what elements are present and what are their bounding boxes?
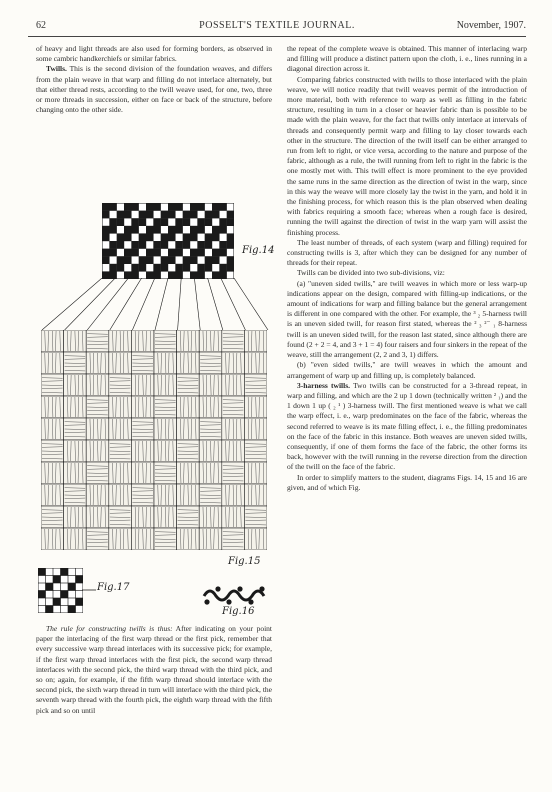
- fig14-cell: [205, 264, 213, 272]
- fig15-cell: [41, 484, 64, 506]
- fig15-cell: [41, 506, 64, 528]
- fig14-cell: [205, 256, 213, 264]
- fig14-weave-grid: [102, 203, 234, 279]
- paragraph: (b) "even sided twills," are twill weaves in which the amount and arrangement of warp up and filling up, is completely balanced.: [287, 360, 527, 380]
- fig14-cell: [197, 226, 205, 234]
- fan-line: [194, 278, 200, 330]
- fig15-cell: [86, 528, 109, 550]
- fig14-cell: [183, 241, 191, 249]
- page-header: [28, 20, 526, 34]
- fig14-cell: [139, 241, 147, 249]
- fig14-cell: [117, 211, 125, 219]
- fig14-cell: [153, 226, 161, 234]
- fig15-cell: [109, 374, 132, 396]
- fig14-cell: [109, 249, 117, 257]
- twills-text: This is the second division of the foundation weaves, and differs from the plain weave in that warp and filling do not interlace alternately, but that either thread rests, according to the twill weave used, for one, two, three or more threads in succession, either on face or back of the structure, before changing onto the other side.: [36, 64, 272, 115]
- fig15-cell: [199, 352, 222, 374]
- fig14-cell: [139, 233, 147, 241]
- fig17-cell: [53, 576, 61, 584]
- fig14-cell: [205, 218, 213, 226]
- fig15-cell: [41, 528, 64, 550]
- fig15-cell: [109, 396, 132, 418]
- fig15-cell: [244, 484, 267, 506]
- fig14-cell: [190, 211, 198, 219]
- fig15-cell: [41, 352, 64, 374]
- fig14-cell: [131, 218, 139, 226]
- fig14-cell: [212, 226, 220, 234]
- fig15-cell: [64, 484, 87, 506]
- fig14-cell: [197, 203, 205, 211]
- fig14-cell: [197, 241, 205, 249]
- fig15-cell: [244, 506, 267, 528]
- fig14-cell: [131, 264, 139, 272]
- fig15-cell: [109, 418, 132, 440]
- fig15-cell: [199, 440, 222, 462]
- figure-15: [41, 330, 267, 550]
- paragraph: Twills can be divided into two sub-divisions, viz:: [297, 268, 445, 278]
- fig14-cell: [102, 249, 110, 257]
- fig14-cell: [161, 218, 169, 226]
- fig14-cell: [190, 203, 198, 211]
- fig15-cell: [41, 462, 64, 484]
- fig14-cell: [183, 218, 191, 226]
- fig17-cell: [38, 568, 46, 576]
- page-number: 62: [36, 20, 46, 31]
- fig14-cell: [161, 256, 169, 264]
- fig14-cell: [183, 256, 191, 264]
- fig16-cross-section: [202, 582, 266, 606]
- paragraph: In order to simplify matters to the student, diagrams Figs. 14, 15 and 16 are given, and of which Fig.: [287, 472, 527, 492]
- fig14-cell: [161, 233, 169, 241]
- fan-line: [178, 278, 182, 330]
- fig15-cell: [244, 352, 267, 374]
- fig14-cell: [227, 233, 234, 241]
- fig15-cell: [131, 374, 154, 396]
- fig15-cell: [222, 418, 245, 440]
- fig15-cell: [199, 528, 222, 550]
- fig15-cell: [222, 440, 245, 462]
- fig17-weave-grid: [38, 568, 83, 613]
- fig14-cell: [102, 203, 110, 211]
- fig14-cell: [153, 249, 161, 257]
- fig14-cell: [168, 211, 176, 219]
- fig14-cell: [124, 226, 132, 234]
- fig15-cell: [244, 396, 267, 418]
- rule-paragraph: [36, 624, 272, 716]
- fig15-cell: [199, 462, 222, 484]
- fig17-cell: [76, 598, 84, 606]
- fig15-cell: [177, 462, 200, 484]
- fig14-cell: [205, 241, 213, 249]
- fig14-cell: [175, 226, 183, 234]
- left-column-bottom-text: [36, 624, 272, 784]
- fig15-cell: [64, 396, 87, 418]
- fig15-cell: [222, 374, 245, 396]
- fig14-cell: [175, 249, 183, 257]
- fig17-cell: [46, 583, 54, 591]
- fig15-cell: [154, 462, 177, 484]
- fig14-cell: [219, 249, 227, 257]
- fig14-cell: [205, 233, 213, 241]
- fig15-cell: [154, 528, 177, 550]
- fig15-cell: [131, 440, 154, 462]
- fig14-cell: [175, 264, 183, 272]
- fig15-cell: [131, 506, 154, 528]
- fig15-cell: [131, 352, 154, 374]
- fig14-cell: [146, 203, 154, 211]
- fig14-cell: [139, 256, 147, 264]
- fig14-cell: [146, 226, 154, 234]
- fig14-cell: [227, 241, 234, 249]
- left-column-top-text: [36, 44, 272, 134]
- rule-heading: The rule for constructing twills is thus:: [46, 624, 173, 633]
- fig15-cell: [86, 374, 109, 396]
- twills-paragraph: [36, 64, 272, 115]
- fig14-cell: [124, 249, 132, 257]
- fig14-cell: [109, 218, 117, 226]
- fig15-cell: [41, 418, 64, 440]
- fig15-cell: [131, 528, 154, 550]
- fig14-cell: [168, 226, 176, 234]
- fig14-cell: [168, 256, 176, 264]
- fig14-cell: [219, 226, 227, 234]
- fig14-cell: [109, 203, 117, 211]
- fig14-cell: [153, 203, 161, 211]
- fig14-cell: [146, 211, 154, 219]
- fig14-cell: [139, 264, 147, 272]
- fig14-cell: [212, 249, 220, 257]
- issue-date: November, 1907.: [456, 20, 526, 31]
- fig15-cell: [199, 418, 222, 440]
- fig14-cell: [175, 203, 183, 211]
- fig15-cell: [177, 506, 200, 528]
- fig17-leader: [82, 588, 96, 592]
- fig14-cell: [212, 233, 220, 241]
- fig15-cell: [109, 352, 132, 374]
- fig14-cell: [197, 249, 205, 257]
- fig14-cell: [175, 218, 183, 226]
- fig15-cell: [154, 374, 177, 396]
- paragraph: (a) "uneven sided twills," are twill weaves in which more or less warp-up indications appear on the design, compared with filling-up indications, or the amount of indications for warp and filling balance but the general arrangement is different in one compared with the other. For example, the ³ ₂ 5-harness twill is an uneven sided twill, for reason first stated, whereas the ² ₃ ²⁻ ₁ 8-harness twill is an uneven sided twill, for the reason last stated, since although there are found (2 + 2 = 4, and 3 + 1 = 4) four raisers and four sinkers in the repeat of the weave, still the arrangement (2, 2 and 3, 1) differs.: [287, 278, 527, 360]
- fig14-cell: [153, 264, 161, 272]
- fig14-cell: [212, 203, 220, 211]
- fig14-cell: [117, 233, 125, 241]
- fig14-cell: [131, 203, 139, 211]
- fig14-cell: [219, 241, 227, 249]
- fig14-cell: [117, 256, 125, 264]
- fig17-cell: [76, 576, 84, 584]
- right-column-text: [287, 44, 527, 786]
- fig16-dot: [259, 586, 264, 591]
- fig14-cell: [183, 264, 191, 272]
- fig15-cell: [109, 506, 132, 528]
- paragraph: The least number of threads, of each system (warp and filling) required for constructing twills is 3, after which they can be designed for any number of threads for their repeat.: [287, 237, 527, 268]
- fig14-cell: [219, 218, 227, 226]
- fig17-cell: [46, 606, 54, 614]
- fig15-cell: [244, 462, 267, 484]
- fan-line: [132, 278, 154, 330]
- fig15-cell: [222, 528, 245, 550]
- fig15-cell: [177, 396, 200, 418]
- fig15-cell: [109, 330, 132, 352]
- fig15-cell: [222, 396, 245, 418]
- fig16-dot: [237, 586, 242, 591]
- fig15-cell: [154, 440, 177, 462]
- fig15-cell: [154, 484, 177, 506]
- fig14-cell: [124, 203, 132, 211]
- fig15-cell: [86, 462, 109, 484]
- fig14-cell: [168, 249, 176, 257]
- fan-lines: [40, 278, 270, 330]
- fig15-cell: [222, 352, 245, 374]
- fig15-cell: [64, 374, 87, 396]
- fig15-cell: [86, 440, 109, 462]
- fig14-cell: [131, 249, 139, 257]
- fan-line: [155, 278, 168, 330]
- fig15-cell: [64, 418, 87, 440]
- fig15-cell: [41, 396, 64, 418]
- fig14-cell: [168, 203, 176, 211]
- fig15-cell: [199, 374, 222, 396]
- fig14-cell: [117, 241, 125, 249]
- fig15-cell: [177, 352, 200, 374]
- fan-line: [208, 278, 223, 330]
- rule-text: After indicating on your point paper the interlacing of the first warp thread or the first pick, remember that every successive warp thread interlaces with its successive pick; for example, if the first warp thread interlaces with the first pick, the second warp thread interlaces with the second pick, the third warp thread with the third pick, and so on; again, for example, if the fifth warp thread should interlace with the second pick, the sixth warp thread in turn will interlace with the third pick, the seventh warp thread with the fourth pick, the eighth warp thread with the fifth pick and so on until: [36, 624, 273, 715]
- fig15-cell: [41, 330, 64, 352]
- figure-14: [102, 203, 234, 279]
- fig15-cell: [86, 396, 109, 418]
- fig15-cell: [154, 506, 177, 528]
- fig14-cell: [227, 256, 234, 264]
- fig14-cell: [197, 218, 205, 226]
- fig15-cell: [244, 528, 267, 550]
- fig15-cell: [222, 506, 245, 528]
- fig14-cell: [205, 211, 213, 219]
- fig17-cell: [53, 598, 61, 606]
- fig14-cell: [102, 256, 110, 264]
- fig14-cell: [109, 241, 117, 249]
- fig14-cell: [227, 211, 234, 219]
- fig14-cell: [227, 264, 234, 272]
- harness-paragraph: [287, 381, 527, 473]
- fig14-cell: [102, 233, 110, 241]
- fig14-cell: [227, 218, 234, 226]
- figure-16: [202, 582, 266, 606]
- fig15-cell: [131, 462, 154, 484]
- fig16-label: Fig.16: [222, 606, 255, 617]
- fig14-cell: [175, 241, 183, 249]
- fig16-dot: [226, 599, 231, 604]
- fig14-label: Fig.14: [242, 245, 275, 256]
- fig14-cell: [139, 218, 147, 226]
- harness-heading: 3-harness twills.: [297, 380, 351, 390]
- fig14-cell: [117, 264, 125, 272]
- fig15-cell: [154, 396, 177, 418]
- fig14-cell: [109, 226, 117, 234]
- twills-heading: Twills.: [46, 64, 67, 74]
- fig17-cell: [61, 568, 69, 576]
- fig15-cell: [41, 374, 64, 396]
- fig14-cell: [161, 211, 169, 219]
- fig16-wave: [204, 591, 264, 600]
- fig15-cell: [109, 440, 132, 462]
- fig15-cell: [199, 396, 222, 418]
- fig14-cell: [153, 241, 161, 249]
- fig14-cell: [139, 211, 147, 219]
- fig14-cell: [161, 241, 169, 249]
- fig14-cell: [146, 249, 154, 257]
- fig15-cell: [244, 440, 267, 462]
- fig17-cell: [61, 591, 69, 599]
- fig15-cell: [86, 418, 109, 440]
- fig14-cell: [124, 233, 132, 241]
- fig15-cell: [64, 528, 87, 550]
- fig15-cell: [131, 484, 154, 506]
- fig15-cell: [222, 484, 245, 506]
- fig15-cell: [244, 418, 267, 440]
- paragraph: of heavy and light threads are also used for forming borders, as observed in some cambric handkerchiefs or similar fabrics.: [36, 44, 272, 64]
- fan-line: [221, 278, 246, 330]
- fig15-cell: [86, 352, 109, 374]
- fig17-cell: [68, 606, 76, 614]
- fig15-cell: [222, 330, 245, 352]
- fig14-cell: [161, 264, 169, 272]
- fig15-cell: [222, 462, 245, 484]
- fig14-cell: [146, 233, 154, 241]
- fig15-cell: [199, 484, 222, 506]
- fig15-cell: [177, 418, 200, 440]
- fig14-cell: [131, 241, 139, 249]
- fig15-cell: [154, 330, 177, 352]
- journal-title: POSSELT'S TEXTILE JOURNAL.: [199, 20, 355, 31]
- fig17-cell: [38, 591, 46, 599]
- fig15-cell: [64, 352, 87, 374]
- fig15-cell: [177, 528, 200, 550]
- fig16-dot: [215, 586, 220, 591]
- fig15-cell: [154, 352, 177, 374]
- paragraph: Comparing fabrics constructed with twills to those interlaced with the plain weave, we will notice readily that twill weaves permit of the introduction of more material, both with reference to warp as well as filling in the fabric structure, resulting in turn in a closer or heavier fabric than is possible to be made with the plain weave, for the fact that twills only interlace at intervals of threads and consequently permit warp and filling to lay closer towards each other in the structure. The direction of the twill itself can be either arranged to run from left to right, or vice versa, according to the nature and purpose of the fabric, although as a rule, the twill running from left to right in the fabric is the one mostly met with. This twill effect is more prominent to the eye provided the same runs in the same direction as the direction of twist in the warp, since in this way the weave will more closely lay the twist in the yarn, and hold it in the finishing process, for which reason this is the plan observed when dealing with fabrics requiring a smooth face; whereas when a rough face is desired, running the twill against the direction of twist in the warp yarn will assist the finishing process.: [287, 74, 527, 237]
- fig17-cell: [68, 583, 76, 591]
- fig15-label: Fig.15: [228, 556, 261, 567]
- fig15-cell: [41, 440, 64, 462]
- fig16-dot: [204, 599, 209, 604]
- fig15-cell: [86, 484, 109, 506]
- fig16-dot: [248, 599, 253, 604]
- fig15-cell: [244, 374, 267, 396]
- header-rule: [28, 36, 526, 37]
- fig14-cell: [183, 233, 191, 241]
- fig15-cell: [131, 396, 154, 418]
- fig15-cell: [244, 330, 267, 352]
- fig15-cell: [64, 440, 87, 462]
- figure-17: [38, 568, 83, 613]
- projection-lines: [40, 278, 270, 330]
- fig15-cell: [154, 418, 177, 440]
- fig14-cell: [219, 264, 227, 272]
- fig14-cell: [190, 233, 198, 241]
- paragraph: the repeat of the complete weave is obtained. This manner of interlacing warp and filling will produce a distinct pattern upon the cloth, i. e., lines running in a diagonal direction across it.: [287, 44, 527, 74]
- fig17-label: Fig.17: [97, 582, 130, 593]
- fig15-cell: [199, 330, 222, 352]
- fan-line: [110, 278, 142, 330]
- fig15-cell: [109, 528, 132, 550]
- fig15-cell: [64, 506, 87, 528]
- harness-text: Two twills can be constructed for a 3-thread repeat, in warp and filling, and which are the 2 up 1 down (technically written ² ₁) and the 1 down 1 up ( ₂ ¹ ) 3-harness twill. The first mentioned weave is what we call the warp effect, i. e., warp predominates on the face of the fabric, whereas the second referred to weave is its mate filling effect, i. e., the filling predominates on the face of the fabric in this instance. Both weaves are uneven sided twills, consequently, if one of them forms the face of the fabric, the other forms its back, however with the twill running in the reverse direction from the direction of the twill on the face of the fabric.: [287, 380, 527, 472]
- fig14-cell: [109, 264, 117, 272]
- fig14-cell: [183, 211, 191, 219]
- fig15-cell: [131, 418, 154, 440]
- fig14-cell: [146, 256, 154, 264]
- fig14-cell: [197, 264, 205, 272]
- fig15-woven-structure: [41, 330, 267, 550]
- fig15-cell: [131, 330, 154, 352]
- fig14-cell: [212, 256, 220, 264]
- fig14-cell: [153, 218, 161, 226]
- fig14-cell: [190, 249, 198, 257]
- fig14-cell: [117, 218, 125, 226]
- fig14-cell: [219, 203, 227, 211]
- fig15-cell: [64, 330, 87, 352]
- fig15-cell: [109, 484, 132, 506]
- fig15-cell: [177, 484, 200, 506]
- fig15-cell: [177, 440, 200, 462]
- fig14-cell: [131, 226, 139, 234]
- fig15-cell: [109, 462, 132, 484]
- fig15-cell: [86, 330, 109, 352]
- fig15-cell: [86, 506, 109, 528]
- fig14-cell: [168, 233, 176, 241]
- fig15-cell: [177, 374, 200, 396]
- fig14-cell: [124, 211, 132, 219]
- fig14-cell: [212, 211, 220, 219]
- fan-line: [234, 278, 268, 330]
- fig14-cell: [124, 256, 132, 264]
- fig14-cell: [102, 226, 110, 234]
- fig14-cell: [190, 226, 198, 234]
- fig15-cell: [64, 462, 87, 484]
- fig14-cell: [190, 256, 198, 264]
- fig15-cell: [199, 506, 222, 528]
- fig14-cell: [102, 211, 110, 219]
- fig15-cell: [177, 330, 200, 352]
